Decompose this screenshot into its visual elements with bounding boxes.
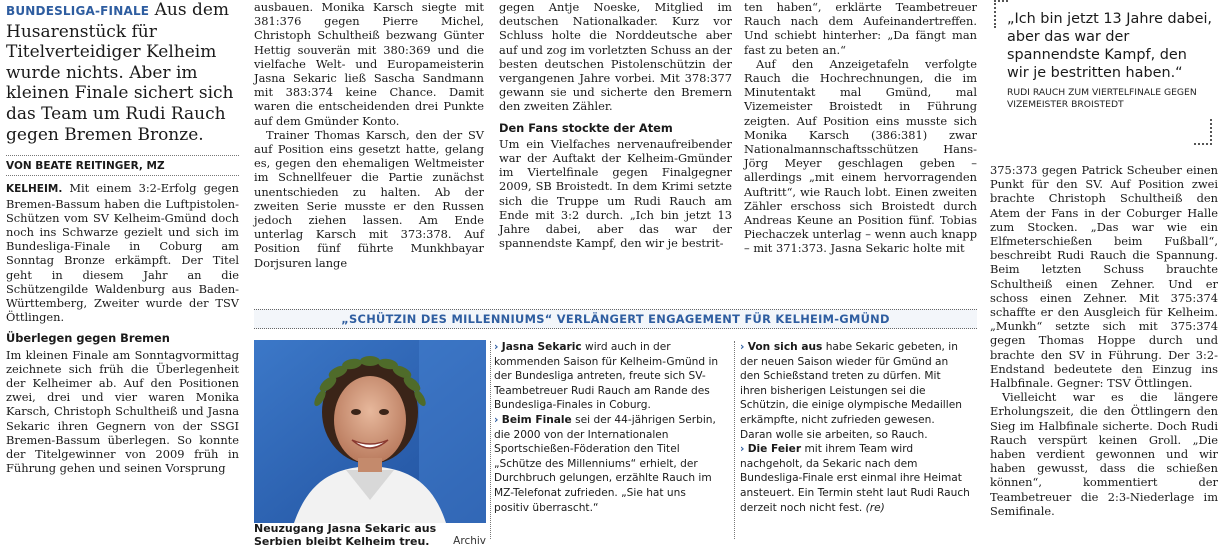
paragraph: ten haben“, erklärte Teambetreuer Rauch nach dem Aufeinandertreffen. Und schiebt hinterher: „Da fängt man fast zu beten an.“	[744, 0, 977, 57]
quote-ornament	[1208, 119, 1212, 145]
paragraph: 375:373 gegen Patrick Scheuber einen Punkt für den SV. Auf Position zwei brachte Christoph Schultheiß den Atem der Fans in der Coburger Halle zum Stocken. „Das war wie ein Elfmeterschießen beim Fußball“, beschreibt Rudi Rauch die Spannung. Beim letzten Schuss brauchte Schultheiß einen Zehner. Und er schoss einen Zehner. Mit 375:374 schaffte er den Ausgleich für Kelheim. „Munkh“ setzte sich mit 375:374 gegen Thomas Hoppe durch und brachte den SV in Führung. Der 3:2-Endstand bedeutete den Einzug ins Halbfinale. Gegner: TSV Öttlingen.	[990, 163, 1218, 391]
dateline: KELHEIM.	[6, 183, 63, 196]
arrow-icon: ›	[740, 443, 745, 456]
paragraph: Um ein Vielfaches nervenaufreibender war der Auftakt der Kelheim-Gmünder im Viertelfinale gegen Finalgegner 2009, SB Broistedt. In dem Krimi setzte sich die Truppe um Rudi Rauch am Ende mit 3:2 durch. „Ich bin jetzt 13 Jahre dabei, aber das war der spannendste Kampf, den wir je bestrit-	[499, 136, 732, 251]
article-column-1	[6, 0, 239, 475]
arrow-icon: ›	[494, 413, 499, 426]
paragraph: Vielleicht war es die längere Erholungszeit, die den Öttlingern den Sieg im Halbfinale sicherte. Doch Rudi Rauch verspürt keinen Groll. „Die haben verdient gewonnen und wir haben gewusst, dass die schießen können“, kommentiert der Teambetreuer die 2:3-Niederlage im Semifinale.	[990, 390, 1218, 518]
photo-illustration	[254, 340, 486, 523]
divider	[490, 341, 491, 539]
infobox-column-1	[494, 340, 724, 515]
author-initials: (re)	[865, 501, 885, 514]
quote-text: „Ich bin jetzt 13 Jahre dabei, aber das war der spannendste Kampf, den wir je bestritten haben.“	[1007, 11, 1213, 81]
article-column-3	[499, 0, 732, 250]
photo-credit: Archiv	[453, 535, 486, 547]
subheading: Den Fans stockte der Atem	[499, 120, 673, 135]
arrow-icon: ›	[740, 341, 745, 353]
info-item-text: wird auch in der kommenden Saison für Kelheim-Gmünd in der Bundesliga antreten, freute sich SV-Teambetreuer Rudi Rauch am Rande des Bundesliga-Finales in Coburg.	[494, 341, 719, 412]
article-lead	[6, 0, 239, 145]
info-item-lead: Beim Finale	[501, 413, 572, 426]
divider	[734, 341, 735, 539]
pull-quote	[990, 0, 1218, 150]
caption-text: Neuzugang Jasna Sekaric aus Serbien bleibt Kelheim treu.	[254, 522, 437, 548]
arrow-icon: ›	[494, 341, 499, 353]
photo-caption	[254, 522, 486, 548]
info-item-text: sei der 44-jährigen Serbin, die 2000 von der Internationalen Sportschießen-Föderation den Titel „Schütze des Millenniums“ erhielt, der Durchbruch gelungen, erzählte Rauch im MZ-Telefonat zufrieden. „Sie hat uns positiv überrascht.“	[494, 413, 716, 514]
infobox-column-2	[740, 340, 970, 515]
paragraph: Auf den Anzeigetafeln verfolgte Rauch die Hochrechnungen, die im Minutentakt mal Gmünd, mal Vizemeister Broistedt in Führung zeigten. Auf Position eins musste sich Monika Karsch (386:381) zwar Nationalmannschaftsschützen Hans-Jörg Meyer geschlagen geben – allerdings „mit einem hervorragenden Auftritt“, wie Rauch lobt. Einen zweiten Zähler erschoss sich Broistedt durch Andreas Keune an Position fünf. Tobias Piechaczek unterlag – wenn auch knapp – mit 371:373. Jasna Sekaric holte mit	[744, 56, 977, 256]
info-item-text: habe Sekaric gebeten, in der neuen Saison wieder für Gmünd an den Schießstand treten zu dürfen. Mit ihren bisherigen Leistungen sei die Schützin, die einige olympische Medaillen erkämpfte, nicht zufrieden gewesen. Daran wolle sie arbeiten, so Rauch.	[740, 341, 962, 441]
info-item	[740, 340, 970, 442]
article-column-4	[744, 0, 977, 256]
lead-text: Aus dem Husarenstück für Titelverteidiger Kelheim wurde nichts. Aber im kleinen Finale sichert sich das Team um Rudi Rauch gegen Bremen Bronze.	[6, 0, 234, 145]
kicker: BUNDESLIGA-FINALE	[6, 4, 150, 18]
info-item-lead: Die Feier	[747, 443, 802, 456]
paragraph-text: Mit einem 3:2-Erfolg gegen Bremen-Bassum haben die Luftpistolen-Schützen vom SV Kelheim-Gmünd doch noch ins Schwarze gezielt und sich im Bundesliga-Finale in Coburg am Sonntag Bronze erkämpft. Der Titel geht in diesem Jahr an die Schützengilde Waldenburg aus Baden-Württemberg, Zweiter wurde der TSV Öttlingen.	[6, 181, 239, 325]
byline: VON BEATE REITINGER, MZ	[6, 160, 165, 173]
quote-source: RUDI RAUCH ZUM VIERTELFINALE GEGEN VIZEMEISTER BROISTEDT	[1007, 87, 1197, 110]
paragraph	[6, 181, 239, 324]
paragraph: ausbauen. Monika Karsch siegte mit 381:376 gegen Pierre Michel, Christoph Schultheiß bezwang Günter Hettig souverän mit 380:369 und die vielfache Welt- und Europameisterin Jasna Sekaric ließ Sascha Sandmann mit 383:374 keine Chance. Damit waren die entscheidenden drei Punkte auf dem Gmünder Konto.	[254, 0, 484, 128]
quote-ornament	[994, 0, 1008, 2]
article-column-2	[254, 0, 484, 270]
divider	[6, 155, 239, 156]
info-item-lead: Jasna Sekaric	[501, 341, 582, 353]
infobox	[254, 329, 977, 548]
info-item	[740, 442, 970, 515]
quote-ornament	[1194, 143, 1212, 145]
info-item-lead: Von sich aus	[747, 341, 823, 353]
info-item	[494, 340, 724, 413]
paragraph: gegen Antje Noeske, Mitglied im deutschen Nationalkader. Kurz vor Schluss holte die Norddeutsche aber auf und zog im vorletzten Schuss an der besten deutschen Pistolenschützin der vergangenen Jahre vorbei. Mit 378:377 gewann sie und sicherte den Bremern den zweiten Zähler.	[499, 0, 732, 114]
paragraph: Trainer Thomas Karsch, den der SV auf Position eins gesetzt hatte, gelang es, gegen den ehemaligen Weltmeister im Schnellfeuer die Partie zunächst unentschieden zu halten. Ab der zweiten Serie musste er den Russen jedoch ziehen lassen. Am Ende unterlag Karsch mit 373:378. Auf Position fünf führte Munkhbayar Dorjsuren lange	[254, 127, 484, 270]
infobox-header	[254, 309, 977, 329]
info-item-text: mit ihrem Team wird nachgeholt, da Sekaric nach dem Bundesliga-Finale erst einmal ihre Heimat ansteuert. Ein Termin steht laut Rudi Rauch derzeit noch nicht fest.	[740, 443, 970, 514]
photo-jasna-sekaric	[254, 340, 486, 523]
infobox-title: „SCHÜTZIN DES MILLENNIUMS“ VERLÄNGERT ENGAGEMENT FÜR KELHEIM-GMÜND	[341, 312, 890, 326]
info-item	[494, 413, 724, 515]
article-column-5	[990, 163, 1218, 518]
subheading: Überlegen gegen Bremen	[6, 331, 170, 346]
paragraph: Im kleinen Finale am Sonntagvormittag zeichnete sich früh die Überlegenheit der Kelheimer ab. Auf den Positionen zwei, drei und vier waren Monika Karsch, Christoph Schultheiß und Jasna Sekaric ihren Gegnern von der SSGI Bremen-Bassum überlegen. So konnte der Titelgewinner von 2009 früh in Führung gehen und seinen Vorsprung	[6, 347, 239, 476]
divider	[6, 175, 239, 176]
quote-ornament	[994, 0, 998, 28]
